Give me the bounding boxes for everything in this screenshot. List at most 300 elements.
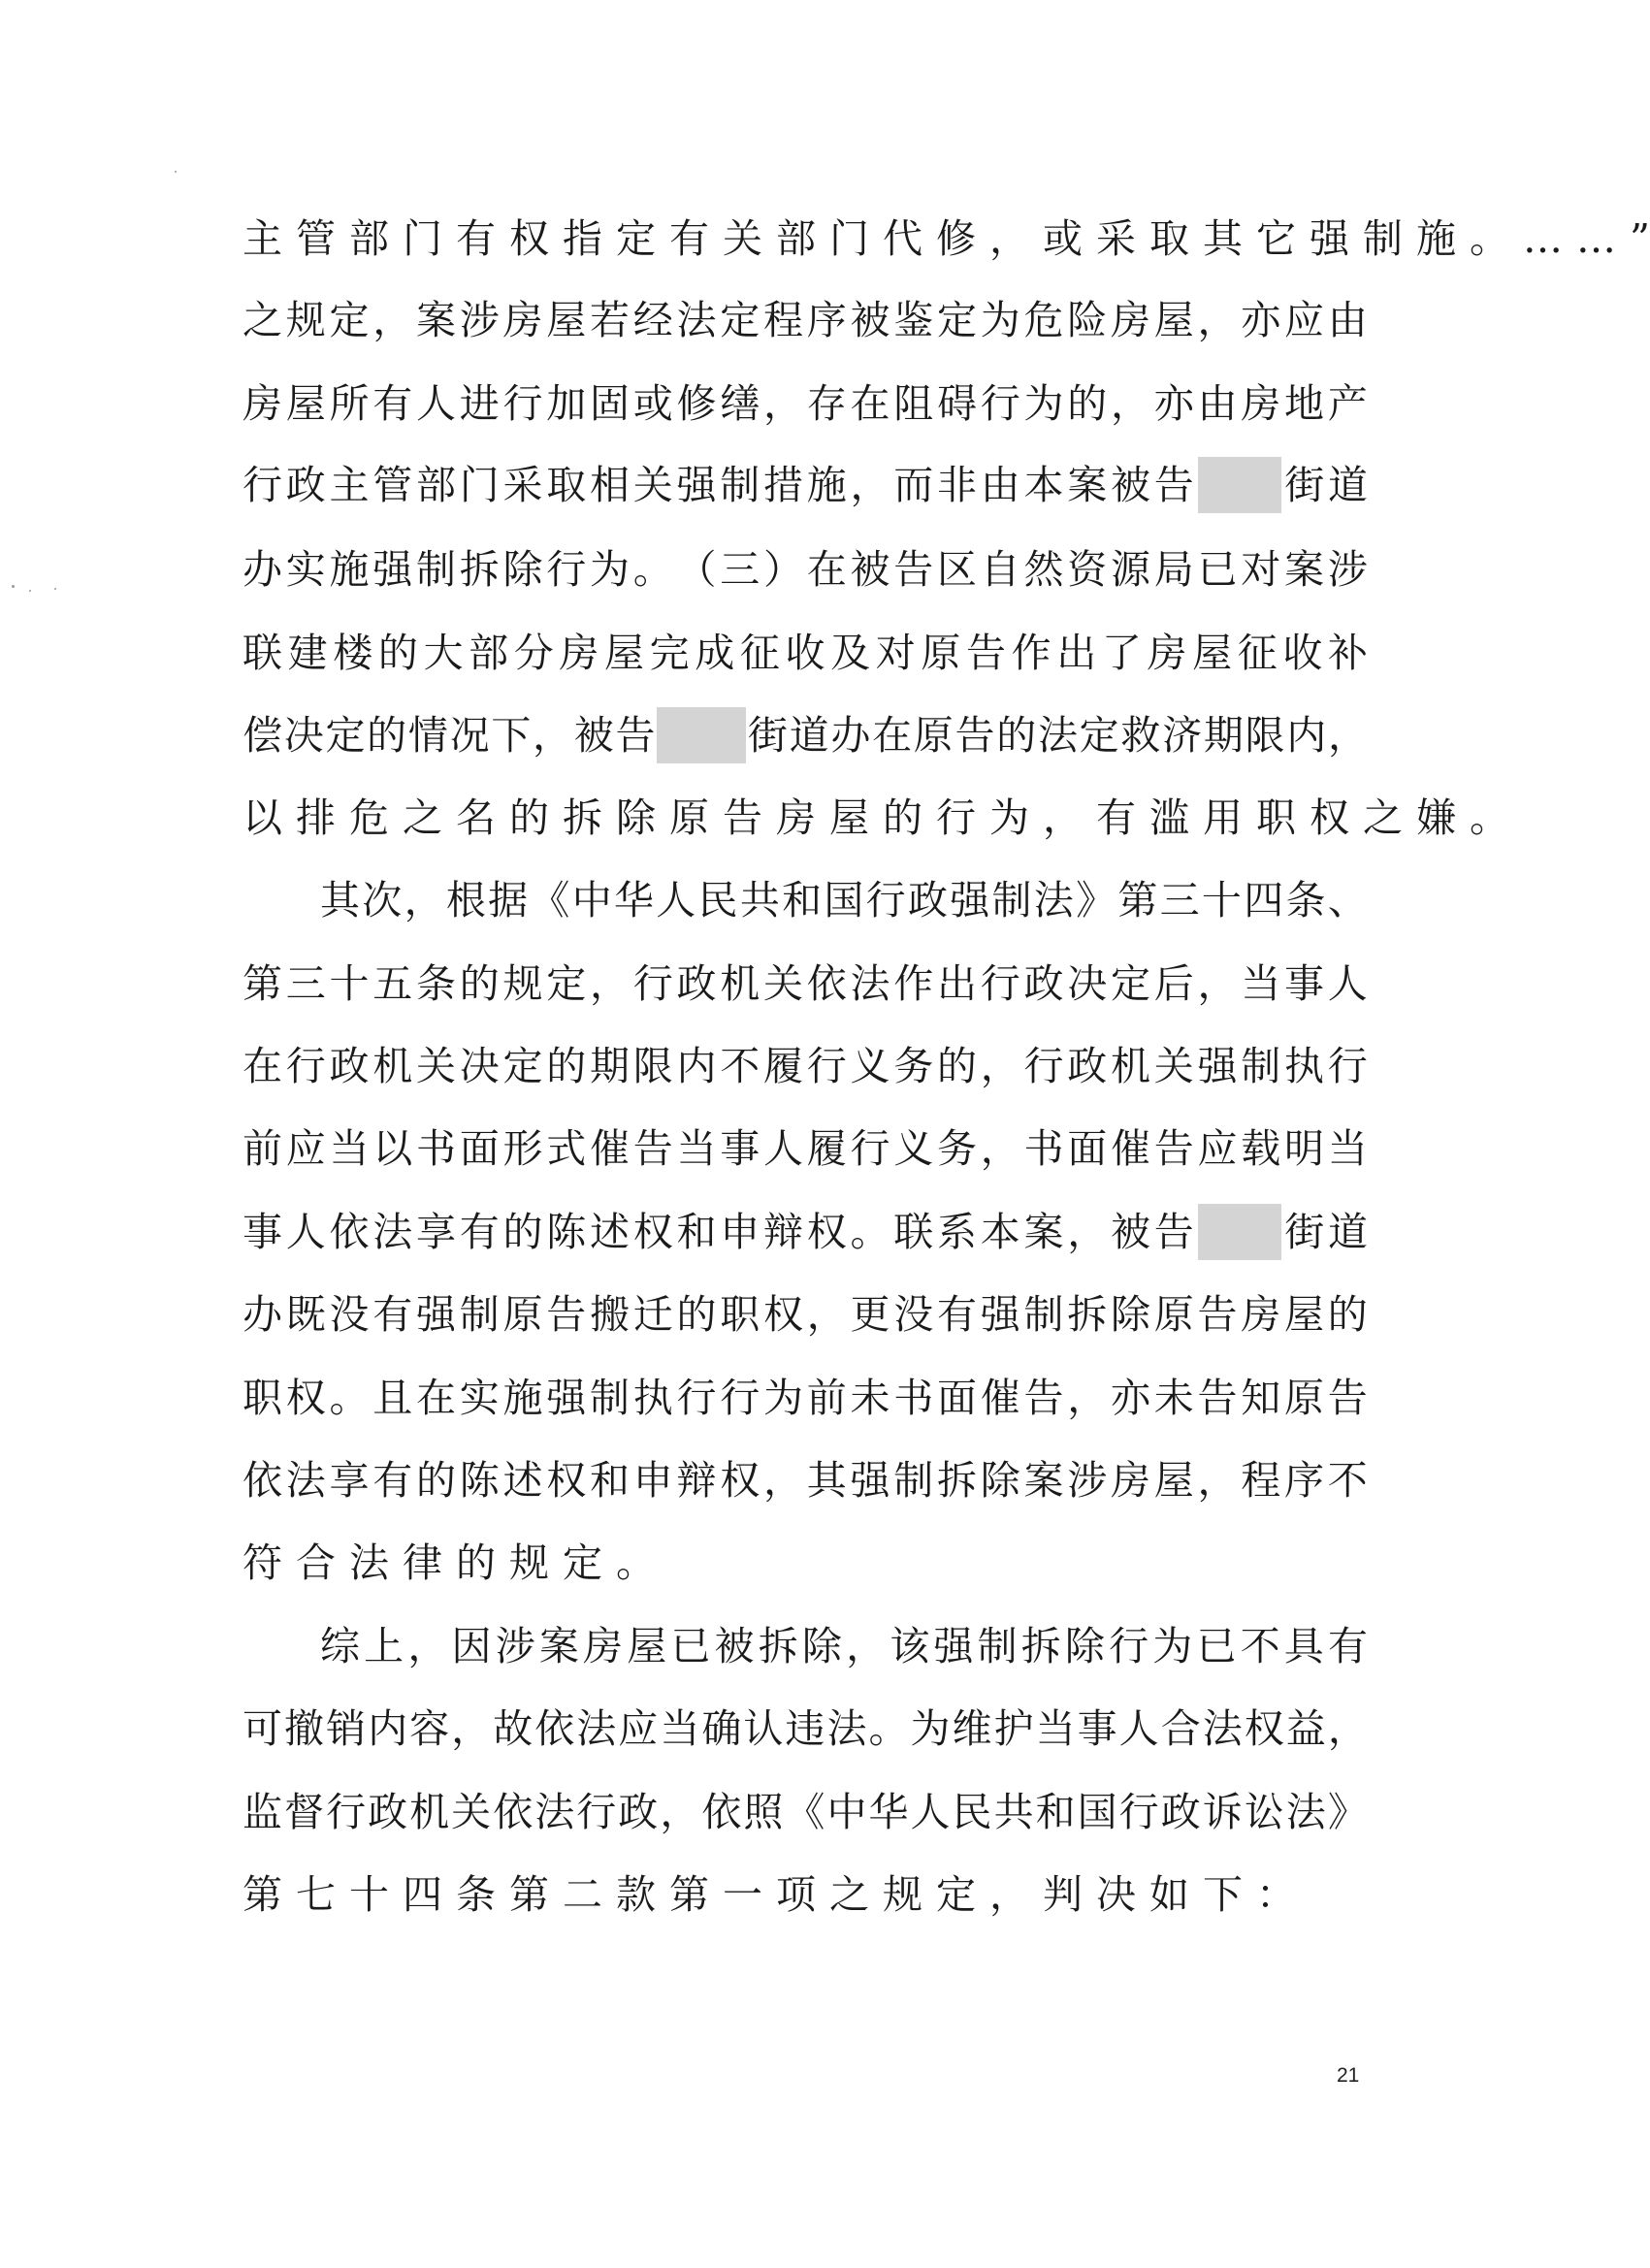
text-line	[243, 291, 1368, 349]
char: ，	[850, 462, 890, 508]
scan-speck	[54, 588, 56, 590]
text-line	[243, 789, 1509, 847]
char: 管	[296, 215, 336, 262]
char: 面	[1067, 1125, 1108, 1172]
char: 应	[1284, 297, 1324, 343]
char: 。	[616, 1539, 656, 1586]
char: 决	[283, 712, 324, 759]
char: 人	[910, 1789, 951, 1835]
char: 收	[785, 630, 825, 676]
char: 在	[416, 1375, 456, 1421]
char: 和	[590, 1457, 630, 1504]
char: 上	[364, 1623, 404, 1669]
char: 第	[509, 1871, 549, 1918]
text-line	[243, 1037, 1368, 1095]
char: 原	[1153, 1291, 1194, 1338]
char: 法	[534, 1789, 575, 1835]
char: 强	[933, 1623, 974, 1669]
char: 应	[285, 1125, 326, 1172]
char: 当	[676, 1125, 717, 1172]
char: 履	[763, 1043, 803, 1089]
char: 补	[1328, 630, 1368, 676]
char: 出	[937, 960, 977, 1007]
char: 修	[676, 380, 717, 427]
char: 人	[416, 380, 456, 427]
char: 政	[1067, 1043, 1108, 1089]
char: 机	[720, 960, 760, 1007]
char: 职	[1256, 794, 1296, 841]
char: 权	[509, 215, 549, 262]
char: 被	[850, 297, 890, 343]
char: 强	[546, 1375, 587, 1421]
char: 法	[372, 1209, 413, 1255]
char: 监	[243, 1789, 282, 1835]
char: 取	[546, 462, 587, 508]
char: 系	[937, 1209, 977, 1255]
char: 面	[937, 1375, 977, 1421]
char: 人	[1118, 1705, 1159, 1752]
char: 程	[763, 297, 803, 343]
char: 该	[890, 1623, 930, 1669]
char: 屋	[546, 297, 587, 343]
char: 制	[1023, 1291, 1064, 1338]
char: 催	[590, 1125, 630, 1172]
char: 法	[1202, 1705, 1243, 1752]
char: 强	[416, 1291, 456, 1338]
char: 。	[329, 1375, 370, 1421]
char: 案	[538, 1623, 579, 1669]
char: 告	[893, 546, 934, 593]
char: 门	[829, 215, 869, 262]
char: 强	[372, 546, 413, 593]
char: 之	[1363, 794, 1403, 841]
char: 履	[806, 1125, 847, 1172]
char: 期	[1203, 712, 1244, 759]
char: 且	[372, 1375, 413, 1421]
char: 缮	[720, 380, 760, 427]
char: 资	[1067, 546, 1108, 593]
char: 政	[1023, 960, 1064, 1007]
char: 房	[1241, 1291, 1281, 1338]
char: 屋	[285, 380, 326, 427]
text-line	[243, 210, 1650, 268]
char: 征	[1237, 630, 1278, 676]
char: 催	[980, 1375, 1020, 1421]
char: 情	[407, 712, 448, 759]
char: 定	[1111, 960, 1150, 1007]
char: 法	[676, 297, 717, 343]
char: 事	[243, 1209, 282, 1255]
char: 机	[372, 1043, 413, 1089]
char: 没	[329, 1291, 370, 1338]
char: 法	[1033, 877, 1074, 923]
char: 不	[1240, 1623, 1280, 1669]
char: 违	[785, 1705, 825, 1752]
char: 符	[243, 1539, 282, 1586]
char: 程	[1241, 1457, 1281, 1504]
char: 涉	[495, 1623, 535, 1669]
char: 权	[1310, 794, 1349, 841]
char: 合	[1160, 1705, 1201, 1752]
char: 主	[329, 462, 370, 508]
char: 告	[966, 630, 1006, 676]
char: ，	[451, 1705, 492, 1752]
char: 屋	[1192, 630, 1233, 676]
char: 有	[937, 1291, 977, 1338]
char: 亦	[1241, 297, 1281, 343]
char: 述	[502, 1457, 543, 1504]
text-line	[243, 1783, 1368, 1841]
char: 定	[937, 297, 977, 343]
char: 强	[676, 462, 717, 508]
char: 认	[743, 1705, 784, 1752]
char: 陈	[546, 1209, 587, 1255]
char: 定	[616, 215, 656, 262]
char: ”	[1630, 215, 1650, 262]
char: 屋	[1153, 1457, 1194, 1504]
char: ，	[1111, 380, 1150, 427]
char: 房	[1147, 630, 1187, 676]
char: 的	[676, 1291, 717, 1338]
char: 述	[590, 1209, 630, 1255]
page-number: 21	[1337, 2064, 1360, 2087]
char: 嫌	[1416, 794, 1456, 841]
char: 规	[285, 297, 326, 343]
char: 因	[451, 1623, 492, 1669]
char: 告	[546, 1291, 587, 1338]
char: 依	[329, 1209, 370, 1255]
char: 益	[1285, 1705, 1326, 1752]
char: 政	[907, 877, 948, 923]
char: ，	[980, 1125, 1020, 1172]
char: 权	[546, 1457, 587, 1504]
char: 告	[1197, 1375, 1238, 1421]
char: 为	[1152, 1623, 1193, 1669]
char: 有	[456, 215, 496, 262]
char: 应	[1197, 1125, 1238, 1172]
char: 原	[913, 712, 954, 759]
char: 有	[1096, 794, 1136, 841]
text-line	[243, 706, 1368, 764]
char: 门	[459, 462, 500, 508]
char: 成	[695, 630, 735, 676]
char: 更	[850, 1291, 890, 1338]
char: 非	[937, 462, 977, 508]
char: 为	[910, 1705, 951, 1752]
char: 拆	[937, 1457, 977, 1504]
char: 下	[491, 712, 532, 759]
char: 部	[776, 215, 816, 262]
char: 辩	[676, 1457, 717, 1504]
char: 的	[996, 712, 1037, 759]
char: 行	[576, 1789, 617, 1835]
char: 关	[451, 1789, 492, 1835]
char: 名	[456, 794, 496, 841]
char: 事	[1077, 1705, 1117, 1752]
char: 前	[806, 1375, 847, 1421]
char: 的	[937, 1043, 977, 1089]
char: 。	[632, 546, 673, 593]
char: 若	[590, 297, 630, 343]
char: 街	[1284, 462, 1325, 508]
char: 告	[1153, 1209, 1194, 1255]
char: 道	[1328, 462, 1368, 508]
char: 权	[763, 1291, 803, 1338]
char: 的	[509, 794, 549, 841]
char: 法	[576, 1705, 617, 1752]
char: 采	[502, 462, 543, 508]
char: 房	[559, 630, 599, 676]
char: 阻	[893, 380, 934, 427]
char: 制	[590, 1375, 630, 1421]
char: 二	[563, 1871, 602, 1918]
char: 款	[616, 1871, 656, 1918]
char: 产	[1327, 380, 1368, 427]
char: 华	[613, 877, 654, 923]
char: 固	[590, 380, 630, 427]
char: 加	[546, 380, 587, 427]
char: 除	[616, 794, 656, 841]
char: 征	[739, 630, 780, 676]
char: 为	[1023, 380, 1064, 427]
char: 律	[403, 1539, 442, 1586]
char: 除	[1111, 1291, 1150, 1338]
char: 法	[1285, 1789, 1326, 1835]
char: 依	[493, 1789, 534, 1835]
char: 撤	[284, 1705, 325, 1752]
char: 楼	[333, 630, 373, 676]
char: 然	[1023, 546, 1064, 593]
char: 由	[1327, 297, 1368, 343]
char: 后	[1153, 960, 1194, 1007]
char: 定	[563, 1539, 602, 1586]
char: 或	[1043, 215, 1083, 262]
char: 式	[546, 1125, 587, 1172]
char: 的	[456, 1539, 496, 1586]
char: 当	[329, 1125, 370, 1172]
char: 其	[320, 877, 360, 923]
char: 之	[243, 297, 282, 343]
char: 的	[546, 1043, 587, 1089]
char: 经	[632, 297, 673, 343]
char: 的	[883, 794, 922, 841]
char: 行	[850, 1125, 890, 1172]
char: ，	[846, 1623, 887, 1669]
char: 被	[1111, 462, 1150, 508]
char: 碍	[937, 380, 977, 427]
char: 前	[243, 1125, 282, 1172]
char: 代	[883, 215, 922, 262]
char: 亦	[1153, 380, 1194, 427]
char: 况	[449, 712, 490, 759]
char: 行	[502, 380, 543, 427]
char: 行	[720, 1375, 760, 1421]
char: 规	[509, 1539, 549, 1586]
char: 所	[329, 380, 370, 427]
char: 源	[1111, 546, 1150, 593]
char: 执	[1284, 1043, 1324, 1089]
char: 不	[1327, 1457, 1368, 1504]
char: 除	[980, 1457, 1020, 1504]
char: 五	[372, 960, 413, 1007]
char: 施	[806, 462, 847, 508]
char: 行	[1023, 1043, 1064, 1089]
char: 关	[1153, 1043, 1194, 1089]
char: 案	[1023, 1209, 1064, 1255]
char: 照	[743, 1789, 784, 1835]
char: 可	[243, 1705, 282, 1752]
char: 房	[1111, 297, 1150, 343]
char: 催	[1111, 1125, 1150, 1172]
char: 十	[349, 1871, 389, 1918]
char: 应	[618, 1705, 659, 1752]
char: 由	[980, 462, 1020, 508]
char: 屋	[1284, 1291, 1324, 1338]
char: 行	[980, 380, 1020, 427]
char: 一	[723, 1871, 762, 1918]
char: 依	[806, 960, 847, 1007]
char: 大	[423, 630, 464, 676]
char: 制	[459, 1291, 500, 1338]
char: ，	[1067, 1209, 1108, 1255]
char: 偿	[243, 712, 282, 759]
char: 行	[546, 546, 587, 593]
char: 定	[720, 297, 760, 343]
char: 除	[502, 546, 543, 593]
char: 涉	[1327, 546, 1368, 593]
char: ，	[1197, 297, 1238, 343]
char: 行	[1327, 1043, 1368, 1089]
char: 法	[349, 1539, 389, 1586]
char: 收	[1282, 630, 1323, 676]
char: 作	[893, 960, 934, 1007]
char: 制	[893, 1457, 934, 1504]
char: 法	[826, 1705, 867, 1752]
char: 政	[368, 1789, 408, 1835]
char: 强	[980, 1291, 1020, 1338]
scan-speck	[12, 585, 15, 588]
char: 民	[697, 877, 738, 923]
char: 修	[936, 215, 976, 262]
char: 第	[243, 1871, 282, 1918]
char: 行	[806, 1043, 847, 1089]
char: 济	[1162, 712, 1203, 759]
char: 书	[416, 1125, 456, 1172]
char: 决	[459, 1043, 500, 1089]
char: 门	[403, 215, 442, 262]
char: 在	[243, 1043, 282, 1089]
char: 的	[1327, 1291, 1368, 1338]
char: 施	[329, 546, 370, 593]
redacted-name	[1198, 457, 1281, 513]
char: 办	[830, 712, 871, 759]
char: 。	[850, 1209, 890, 1255]
char: 和	[1035, 1789, 1076, 1835]
char: 定	[1079, 712, 1119, 759]
char: 维	[952, 1705, 992, 1752]
char: 险	[1067, 297, 1108, 343]
char: 了	[1101, 630, 1142, 676]
char: 销	[326, 1705, 367, 1752]
char: 自	[980, 546, 1020, 593]
char: 职	[243, 1375, 282, 1421]
char: 为	[980, 297, 1020, 343]
char: 享	[329, 1457, 370, 1504]
char: 拆	[1020, 1623, 1061, 1669]
char: 指	[563, 215, 602, 262]
char: 督	[284, 1789, 325, 1835]
char: 行	[865, 877, 906, 923]
char: 本	[980, 1209, 1020, 1255]
char: 制	[1241, 1043, 1281, 1089]
char: 义	[850, 1043, 890, 1089]
char: 原	[669, 794, 709, 841]
char: 义	[893, 1125, 934, 1172]
char: 相	[590, 462, 630, 508]
char: 被	[850, 546, 890, 593]
char: ）	[763, 546, 803, 593]
char: ，	[763, 380, 803, 427]
char: 滥	[1149, 794, 1189, 841]
char: 三	[1159, 877, 1200, 923]
char: 有	[372, 1457, 413, 1504]
char: 国	[1077, 1789, 1117, 1835]
char: 而	[893, 462, 934, 508]
char: 当	[660, 1705, 700, 1752]
char: 十	[1201, 877, 1242, 923]
char: 依	[243, 1457, 282, 1504]
char: 除	[1064, 1623, 1105, 1669]
char: 有	[669, 215, 709, 262]
char: 危	[349, 794, 389, 841]
char: 行	[1109, 1623, 1149, 1669]
char: 告	[1153, 1125, 1194, 1172]
char: ，	[1197, 960, 1238, 1007]
char: 告	[632, 1125, 673, 1172]
text-line	[243, 1700, 1368, 1758]
char: 本	[1023, 462, 1064, 508]
char: 的	[1067, 380, 1108, 427]
char: 涉	[1067, 1457, 1108, 1504]
char: 案	[416, 297, 456, 343]
char: 亦	[1111, 1375, 1150, 1421]
char: 下	[1203, 1871, 1243, 1918]
char: 房	[583, 1623, 624, 1669]
char: 存	[806, 380, 847, 427]
char: 房	[1111, 1457, 1150, 1504]
char: 申	[632, 1457, 673, 1504]
char: 街	[1284, 1209, 1325, 1255]
char: 部	[416, 462, 456, 508]
char: 知	[1241, 1375, 1281, 1421]
char: 拆	[459, 546, 500, 593]
char: 条	[1285, 877, 1326, 923]
char: 四	[1244, 877, 1284, 923]
char: 分	[513, 630, 554, 676]
char: 人	[763, 1125, 803, 1172]
char: 人	[1327, 960, 1368, 1007]
char: 定	[936, 1871, 976, 1918]
text-line	[243, 1451, 1368, 1509]
char: 根	[445, 877, 486, 923]
char: 形	[502, 1125, 543, 1172]
char: 政	[618, 1789, 659, 1835]
char: 关	[416, 1043, 456, 1089]
char: 第	[1117, 877, 1158, 923]
text-line	[243, 374, 1368, 433]
char: 。	[868, 1705, 909, 1752]
char: 房	[243, 380, 282, 427]
